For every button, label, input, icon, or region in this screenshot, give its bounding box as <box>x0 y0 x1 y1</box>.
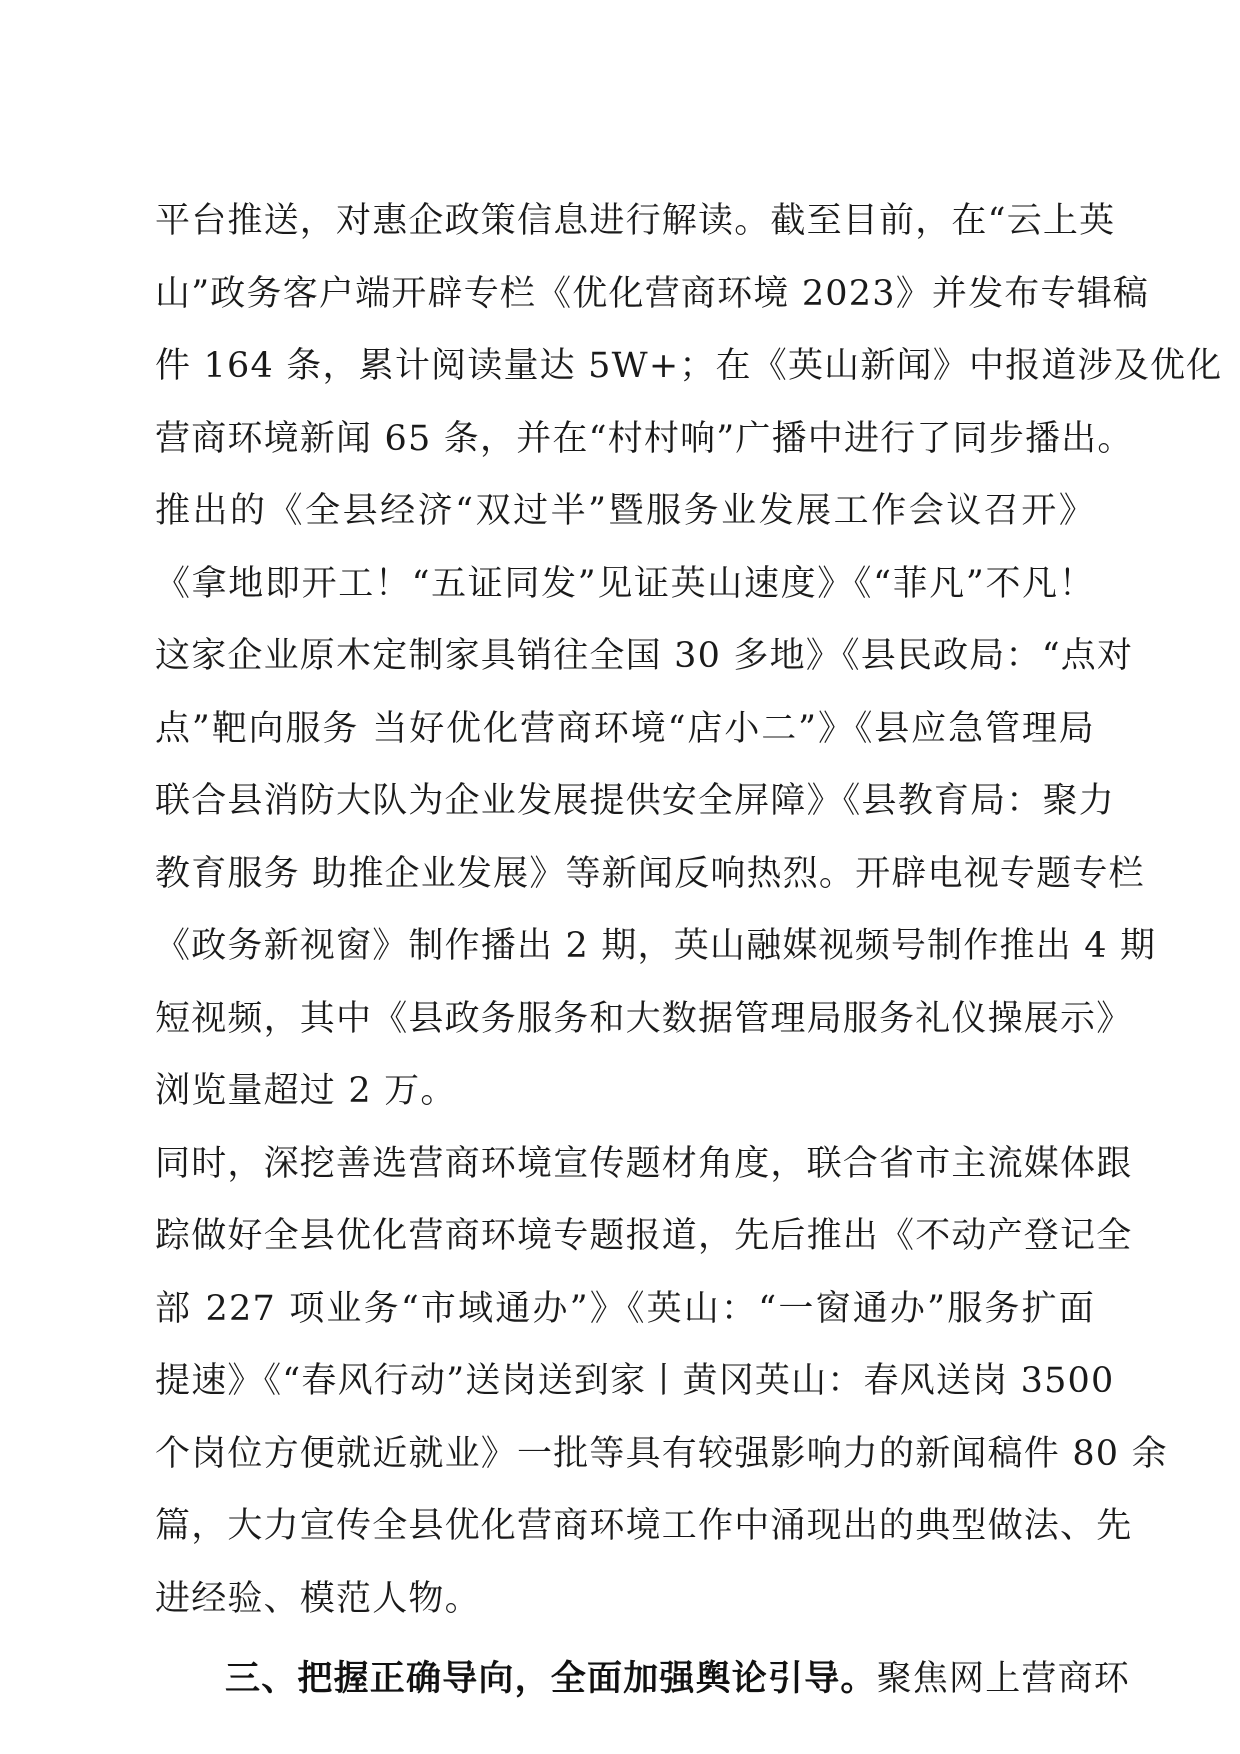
text-line-last: 浏览量超过 2 万。 <box>155 1071 457 1111</box>
text-line: 同时，深挖善选营商环境宣传题材角度，联合省市主流媒体跟 <box>155 1143 1133 1184</box>
text-line: 推出的《全县经济“双过半”暨服务业发展工作会议召开》 <box>155 491 1095 531</box>
text-line: 件 164 条，累计阅读量达 5W+；在《英山新闻》中报道涉及优化 <box>155 346 1223 386</box>
paragraph-mainstream-media <box>155 1128 1168 1636</box>
text-line: 短视频，其中《县政务服务和大数据管理局服务礼仪操展示》 <box>155 998 1133 1039</box>
text-line-last: 进经验、模范人物。 <box>155 1578 481 1619</box>
paragraph-media-promotion <box>155 185 1223 1128</box>
text-line: 《拿地即开工！“五证同发”见证英山速度》《“菲凡”不凡！ <box>155 563 1095 604</box>
section-heading: 三、把握正确导向，全面加强舆论引导。 <box>225 1659 877 1699</box>
text-line: 《政务新视窗》制作播出 2 期，英山融媒视频号制作推出 4 期 <box>155 926 1157 966</box>
text-line: 营商环境新闻 65 条，并在“村村响”广播中进行了同步播出。 <box>155 418 1134 459</box>
text-line: 部 227 项业务“市域通办”》《英山：“一窗通办”服务扩面 <box>155 1288 1095 1329</box>
text-line: 篇，大力宣传全县优化营商环境工作中涌现出的典型做法、先 <box>155 1506 1133 1546</box>
section-heading-line <box>155 1643 1131 1716</box>
text-line: 提速》《“春风行动”送岗送到家丨黄冈英山：春风送岗 3500 <box>155 1361 1115 1401</box>
text-line: 踪做好全县优化营商环境专题报道，先后推出《不动产登记全 <box>155 1216 1133 1256</box>
text-line: 个岗位方便就近就业》一批等具有较强影响力的新闻稿件 80 余 <box>155 1433 1168 1474</box>
text-line: 教育服务 助推企业发展》等新闻反响热烈。开辟电视专题专栏 <box>155 853 1145 894</box>
text-line: 山”政务客户端开辟专栏《优化营商环境 2023》并发布专辑稿 <box>155 273 1150 314</box>
paragraph-section-three <box>155 1643 1131 1716</box>
document-body <box>155 185 1223 1716</box>
text-line: 这家企业原木定制家具销往全国 30 多地》《县民政局：“点对 <box>155 636 1134 676</box>
text-line: 平台推送，对惠企政策信息进行解读。截至目前，在“云上英 <box>155 201 1116 241</box>
section-body-start: 聚焦网上营商环 <box>876 1659 1131 1699</box>
text-line: 点”靶向服务 当好优化营商环境“店小二”》《县应急管理局 <box>155 708 1095 749</box>
text-line: 联合县消防大队为企业发展提供安全屏障》《县教育局：聚力 <box>155 781 1115 821</box>
